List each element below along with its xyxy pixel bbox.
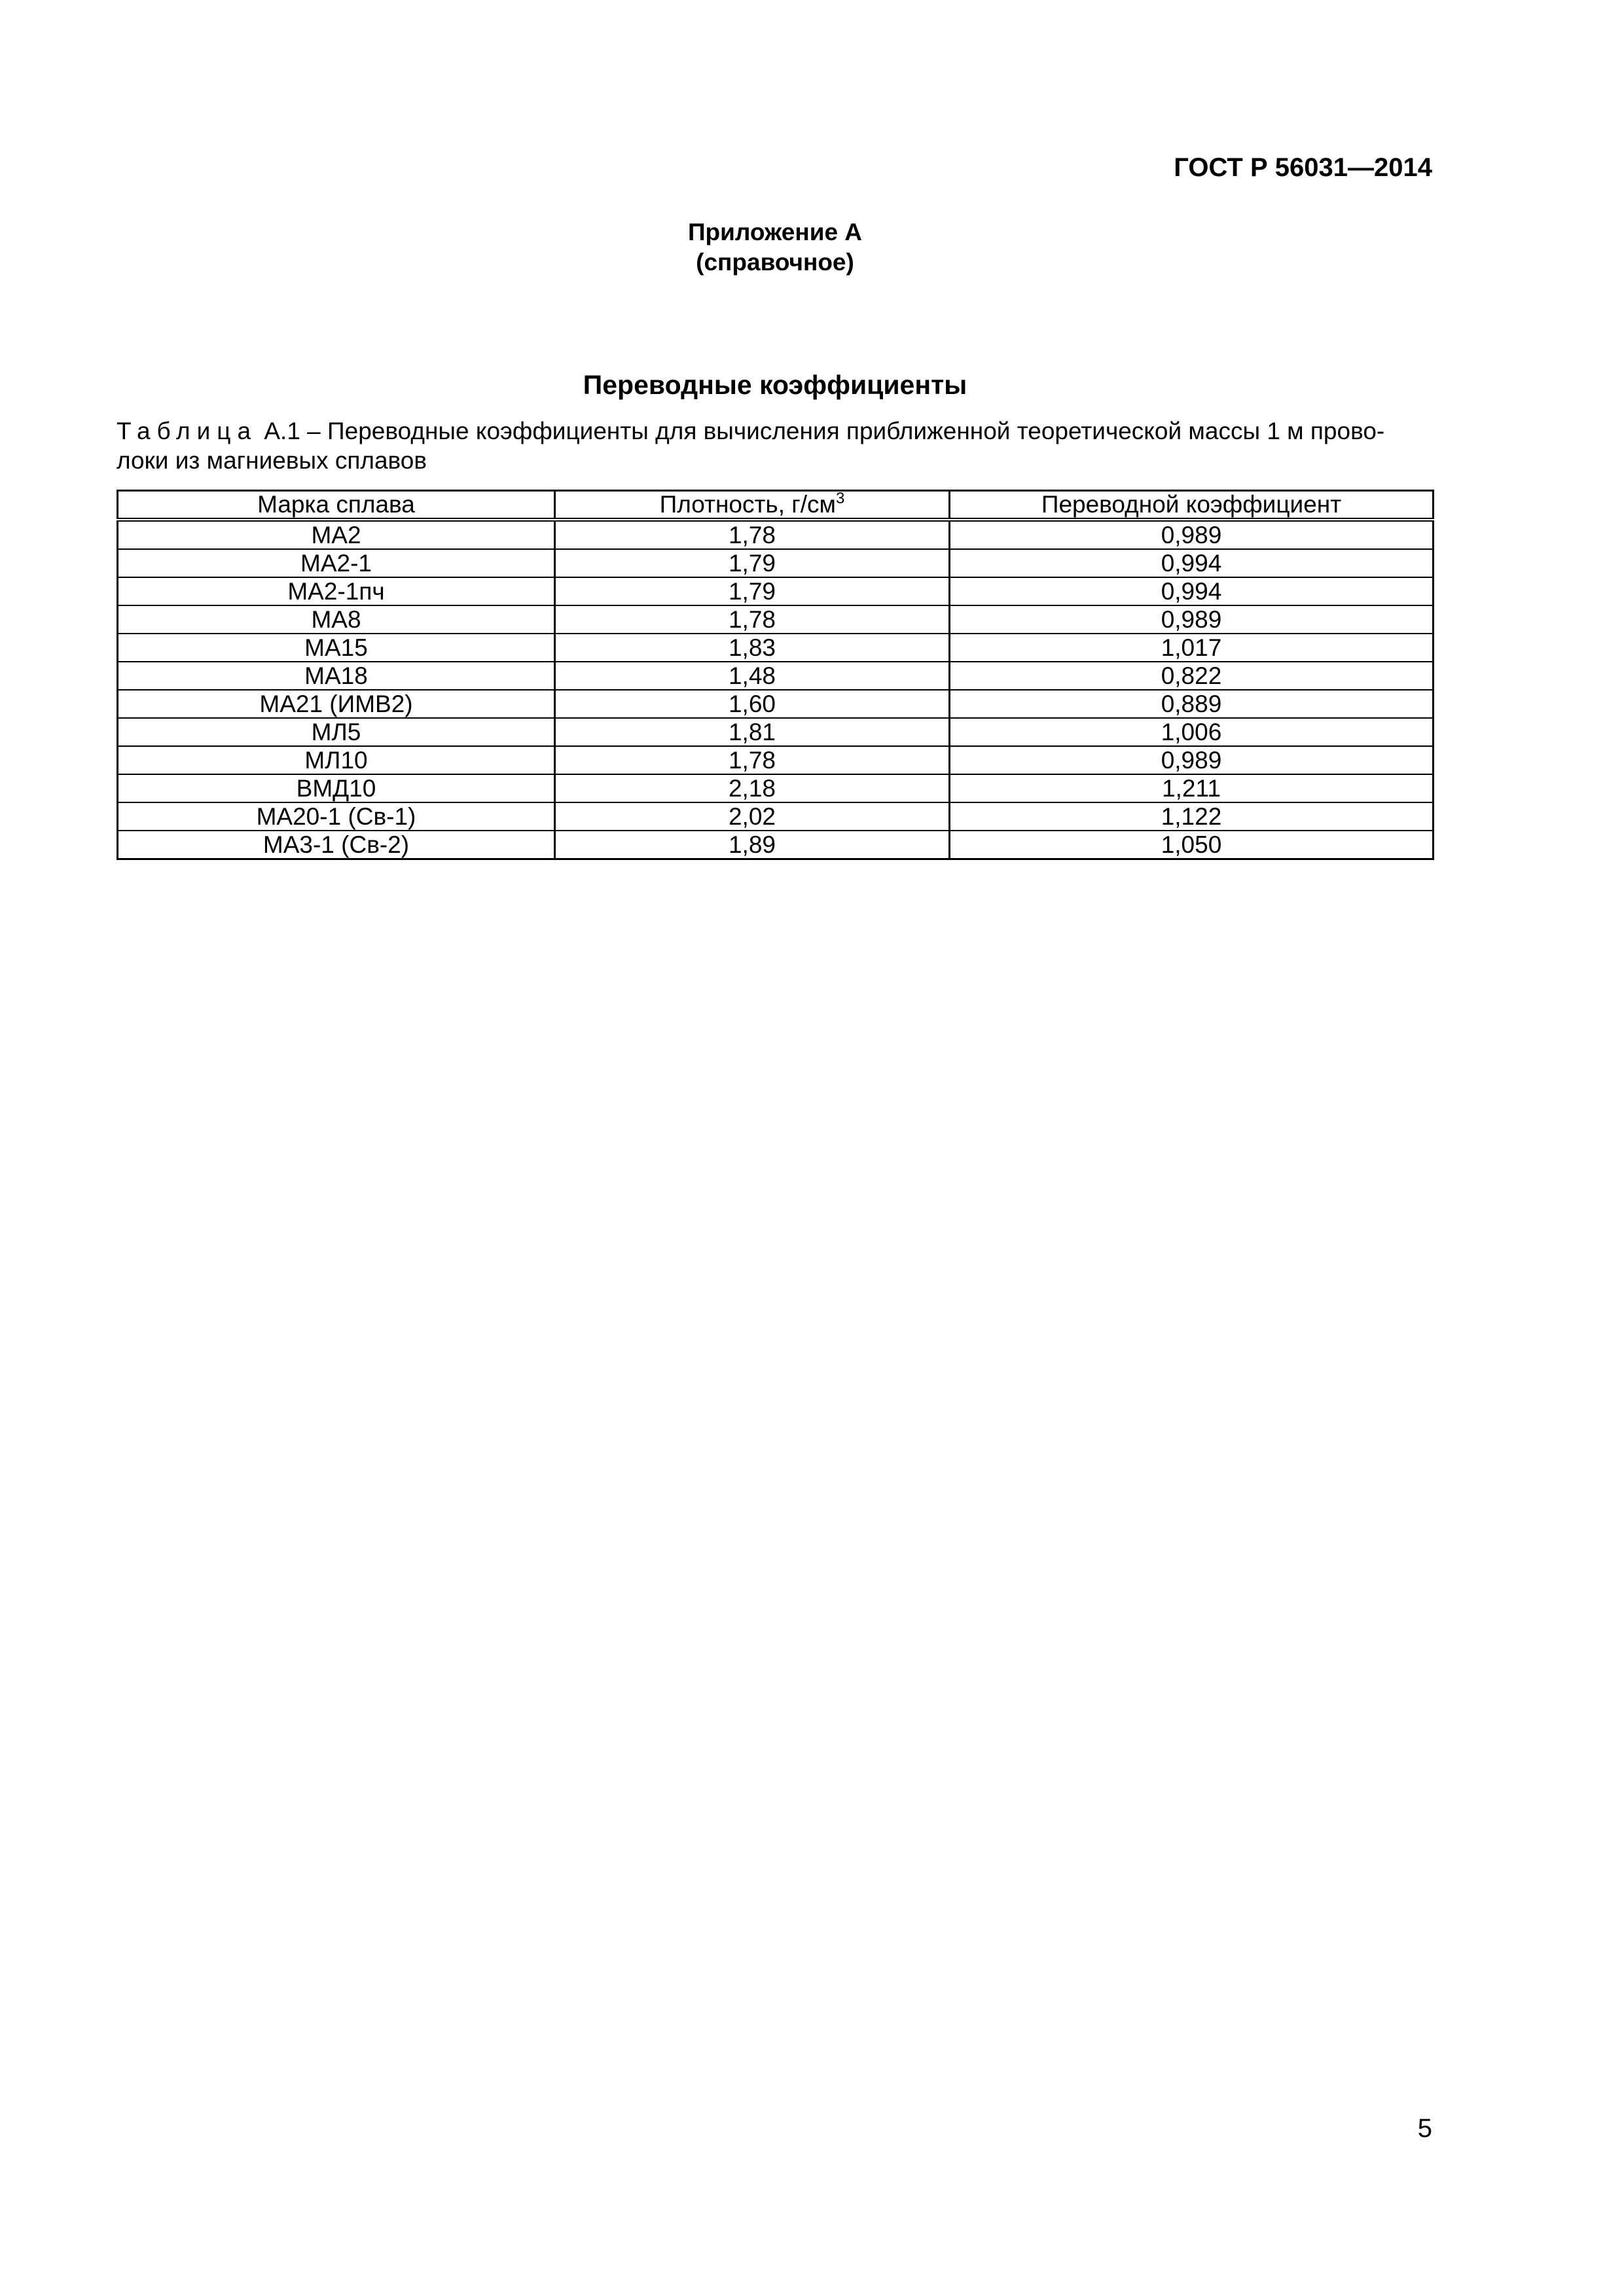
cell-coefficient: 1,006 — [950, 718, 1434, 746]
table-caption-line-1 — [117, 416, 1432, 446]
cell-density: 1,78 — [555, 746, 950, 774]
table-caption-text-1: Переводные коэффициенты для вычисления приближенной теоретической массы 1 м прово- — [327, 418, 1385, 444]
cell-density: 1,78 — [555, 520, 950, 549]
cell-density: 1,78 — [555, 605, 950, 634]
cell-density: 2,02 — [555, 802, 950, 831]
table-row — [118, 690, 1434, 718]
appendix-type: (справочное) — [696, 249, 854, 276]
cell-alloy: МА2 — [118, 520, 555, 549]
table-row — [118, 577, 1434, 605]
appendix-title: Приложение А — [687, 219, 863, 245]
table-row — [118, 718, 1434, 746]
table-row — [118, 520, 1434, 549]
table-header-row — [118, 491, 1434, 520]
document-code: ГОСТ Р 56031—2014 — [1174, 153, 1432, 182]
cell-alloy: МА18 — [118, 662, 555, 690]
cell-alloy: МА21 (ИМВ2) — [118, 690, 555, 718]
cell-alloy: МА8 — [118, 605, 555, 634]
cell-coefficient: 1,122 — [950, 802, 1434, 831]
cell-density: 1,81 — [555, 718, 950, 746]
cell-coefficient: 0,989 — [950, 520, 1434, 549]
cell-alloy: МА3-1 (Св-2) — [118, 831, 555, 859]
cell-alloy: МА2-1 — [118, 549, 555, 577]
cell-density: 1,83 — [555, 634, 950, 662]
cell-density: 1,89 — [555, 831, 950, 859]
cell-alloy: МЛ10 — [118, 746, 555, 774]
table-caption-text-2: локи из магниевых сплавов — [117, 447, 427, 474]
conversion-coefficients-table — [117, 490, 1434, 860]
header-density-exponent: 3 — [835, 490, 845, 507]
cell-density: 1,79 — [555, 549, 950, 577]
header-alloy: Марка сплава — [118, 491, 555, 520]
cell-coefficient: 0,989 — [950, 605, 1434, 634]
header-coefficient: Переводной коэффициент — [950, 491, 1434, 520]
table-row — [118, 605, 1434, 634]
table-row — [118, 831, 1434, 859]
page-number: 5 — [1417, 2114, 1432, 2143]
header-density-label: Плотность, г/см — [659, 491, 836, 518]
table-row — [118, 549, 1434, 577]
cell-alloy: МА20-1 (Св-1) — [118, 802, 555, 831]
cell-alloy: ВМД10 — [118, 774, 555, 802]
table-row — [118, 746, 1434, 774]
cell-coefficient: 0,994 — [950, 549, 1434, 577]
table-caption — [117, 416, 1432, 475]
cell-density: 1,60 — [555, 690, 950, 718]
cell-coefficient: 1,211 — [950, 774, 1434, 802]
cell-coefficient: 0,822 — [950, 662, 1434, 690]
cell-density: 2,18 — [555, 774, 950, 802]
cell-density: 1,79 — [555, 577, 950, 605]
cell-coefficient: 1,017 — [950, 634, 1434, 662]
cell-alloy: МА2-1пч — [118, 577, 555, 605]
table-caption-number: А.1 – — [264, 418, 321, 444]
table-row — [118, 774, 1434, 802]
cell-coefficient: 0,889 — [950, 690, 1434, 718]
section-title: Переводные коэффициенты — [583, 370, 967, 400]
cell-coefficient: 0,994 — [950, 577, 1434, 605]
table-row — [118, 634, 1434, 662]
cell-coefficient: 1,050 — [950, 831, 1434, 859]
cell-alloy: МА15 — [118, 634, 555, 662]
table-row — [118, 662, 1434, 690]
table-caption-label: Таблица — [117, 418, 258, 444]
header-density — [555, 491, 950, 520]
table-row — [118, 802, 1434, 831]
cell-density: 1,48 — [555, 662, 950, 690]
cell-coefficient: 0,989 — [950, 746, 1434, 774]
cell-alloy: МЛ5 — [118, 718, 555, 746]
